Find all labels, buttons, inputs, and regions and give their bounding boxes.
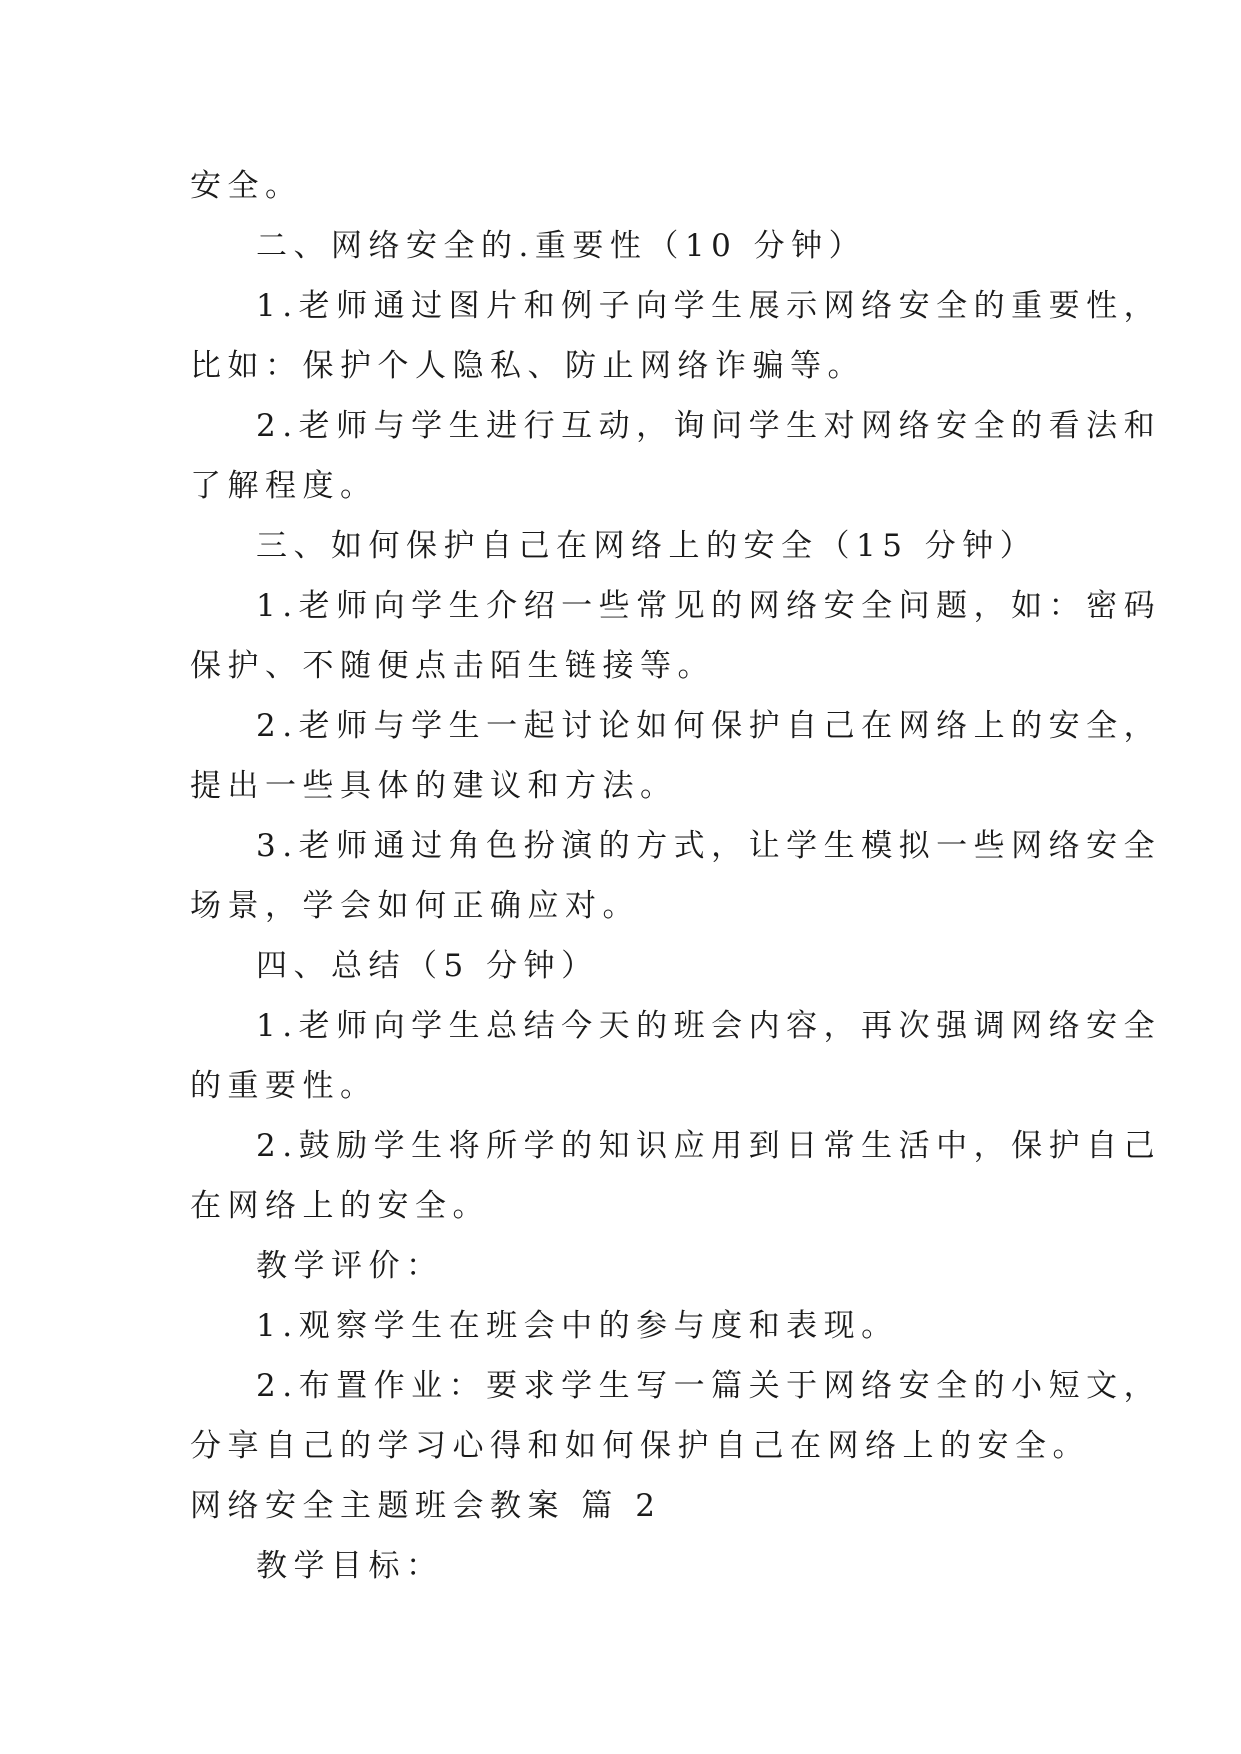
text-line: 1.老师通过图片和例子向学生展示网络安全的重要性， [256, 288, 1162, 324]
text-line: 2.鼓励学生将所学的知识应用到日常生活中，保护自己 [256, 1128, 1162, 1164]
text-line: 了解程度。 [190, 468, 378, 504]
section-heading: 教学目标： [256, 1548, 444, 1584]
text-line: 提出一些具体的建议和方法。 [190, 768, 678, 804]
text-line: 1.老师向学生总结今天的班会内容，再次强调网络安全 [256, 1008, 1162, 1044]
section-heading: 教学评价： [256, 1248, 444, 1284]
text-line: 1.老师向学生介绍一些常见的网络安全问题，如：密码 [256, 588, 1162, 624]
section-heading: 三、如何保护自己在网络上的安全（15 分钟） [256, 528, 1038, 564]
section-heading: 二、网络安全的.重要性（10 分钟） [256, 228, 867, 264]
section-heading: 四、总结（5 分钟） [256, 948, 599, 984]
text-line: 2.布置作业：要求学生写一篇关于网络安全的小短文， [256, 1368, 1162, 1404]
text-line: 安全。 [190, 168, 303, 204]
text-line: 比如：保护个人隐私、防止网络诈骗等。 [190, 348, 865, 384]
text-line: 2.老师与学生进行互动，询问学生对网络安全的看法和 [256, 408, 1162, 444]
text-line: 在网络上的安全。 [190, 1188, 490, 1224]
text-line: 3.老师通过角色扮演的方式，让学生模拟一些网络安全 [256, 828, 1162, 864]
text-line: 1.观察学生在班会中的参与度和表现。 [256, 1308, 899, 1344]
text-line: 保护、不随便点击陌生链接等。 [190, 648, 715, 684]
text-line: 分享自己的学习心得和如何保护自己在网络上的安全。 [190, 1428, 1090, 1464]
text-line: 场景，学会如何正确应对。 [190, 888, 640, 924]
document-title: 网络安全主题班会教案 篇 2 [190, 1488, 662, 1524]
text-line: 的重要性。 [190, 1068, 378, 1104]
text-line: 2.老师与学生一起讨论如何保护自己在网络上的安全， [256, 708, 1162, 744]
